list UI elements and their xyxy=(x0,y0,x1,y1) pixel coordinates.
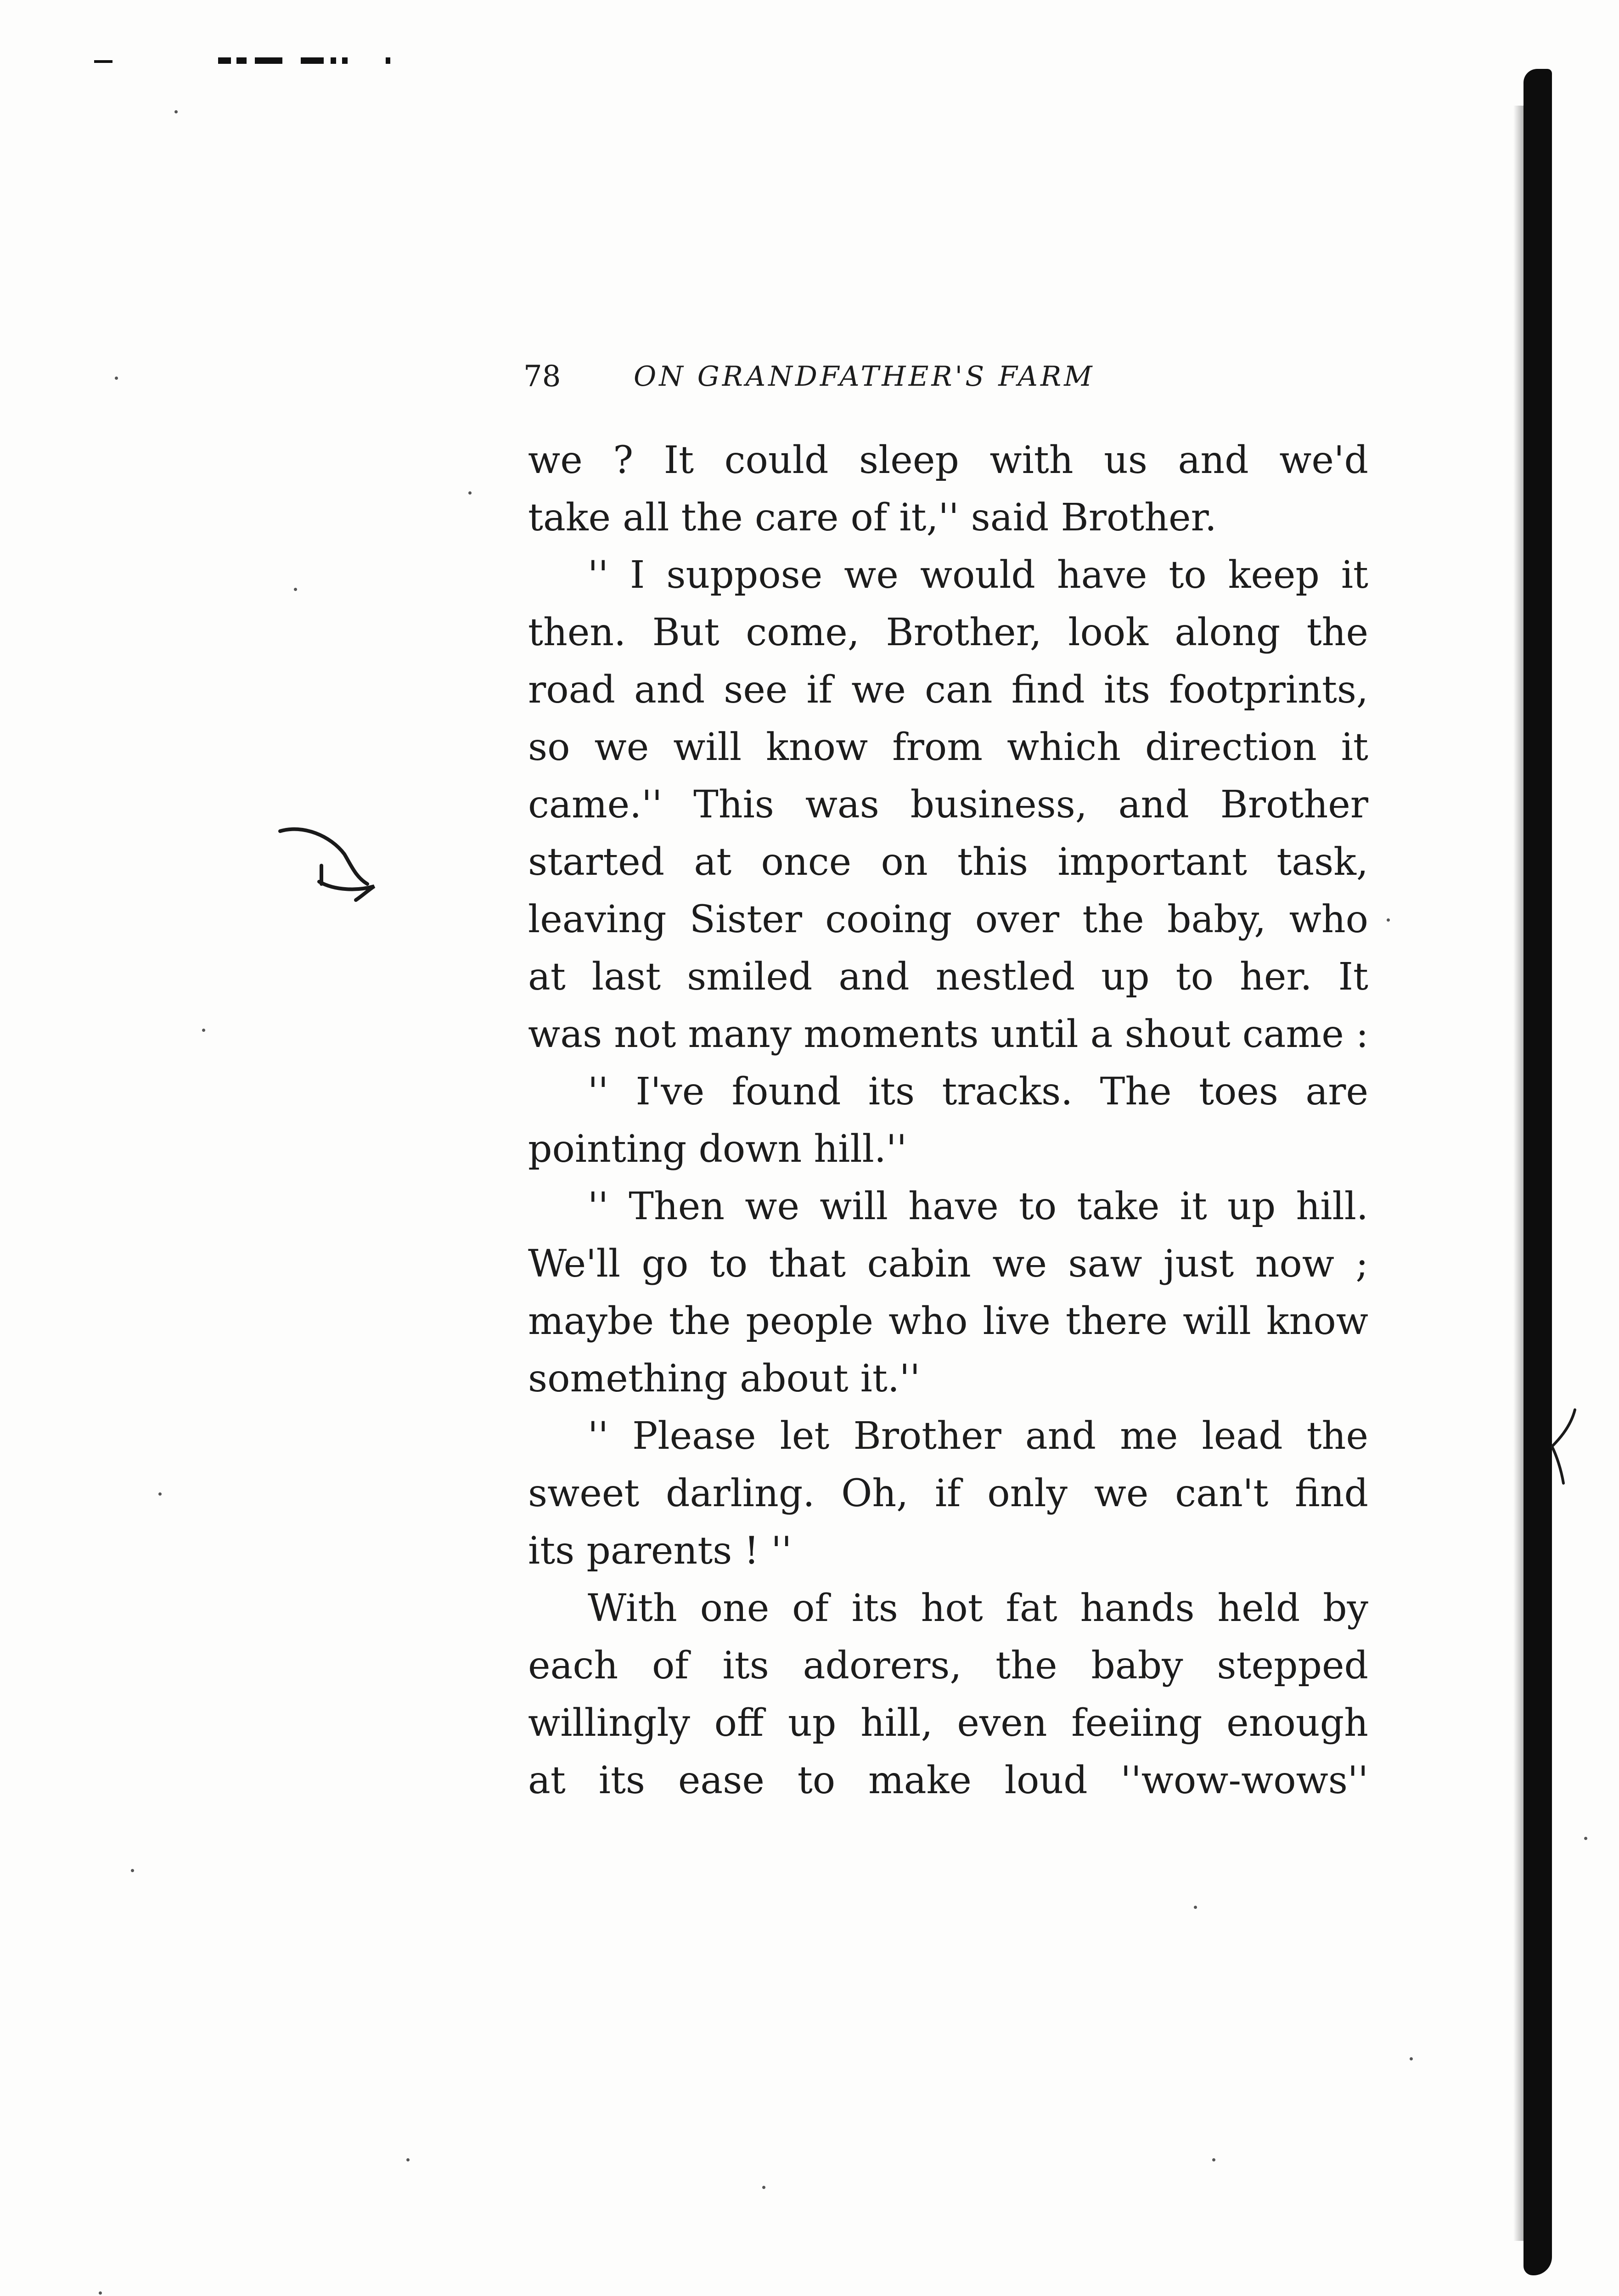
dust-speck xyxy=(1410,2057,1413,2060)
page-edge-binding xyxy=(1523,69,1552,2275)
body-text xyxy=(528,432,1368,1809)
dust-speck xyxy=(158,1492,162,1496)
dust-speck xyxy=(406,2158,410,2161)
dust-speck xyxy=(202,1029,205,1032)
dust-speck xyxy=(1194,1906,1197,1909)
text-line: then. But come, Brother, look along the xyxy=(528,611,1368,654)
text-line: '' Then we will have to take it up hill. xyxy=(588,1185,1368,1228)
text-line: came.'' This was business, and Brother xyxy=(528,783,1368,827)
text-line: maybe the people who live there will know xyxy=(528,1300,1368,1343)
text-line: was not many moments until a shout came : xyxy=(528,1013,1369,1056)
dust-speck xyxy=(99,2291,102,2295)
dust-speck xyxy=(131,1869,134,1872)
dust-speck xyxy=(468,491,472,495)
scan-artifact-marks xyxy=(94,57,406,66)
dust-speck xyxy=(294,588,297,591)
dust-speck xyxy=(1212,2158,1215,2161)
text-line: at last smiled and nestled up to her. It xyxy=(528,955,1368,999)
text-line: we ? It could sleep with us and we'd xyxy=(528,439,1368,482)
text-line: its parents ! '' xyxy=(528,1529,792,1573)
text-line: We'll go to that cabin we saw just now ; xyxy=(528,1242,1368,1286)
text-line: pointing down hill.'' xyxy=(528,1127,907,1171)
hand-drawn-arrow-mark-icon xyxy=(275,822,386,905)
page-number: 78 xyxy=(523,360,561,394)
text-line: each of its adorers, the baby stepped xyxy=(528,1644,1368,1688)
dust-speck xyxy=(1387,918,1390,922)
text-line: started at once on this important task, xyxy=(528,840,1368,884)
text-line: willingly off up hill, even feeiing enough xyxy=(528,1701,1368,1745)
text-line: '' Please let Brother and me lead the xyxy=(588,1414,1368,1458)
dust-speck xyxy=(115,377,118,380)
running-title: ON GRANDFATHER'S FARM xyxy=(634,360,1095,393)
running-head xyxy=(523,356,1258,397)
text-line: '' I suppose we would have to keep it xyxy=(588,553,1368,597)
text-line: sweet darling. Oh, if only we can't find xyxy=(528,1472,1368,1515)
text-line: With one of its hot fat hands held by xyxy=(588,1587,1368,1630)
text-line: at its ease to make loud ''wow-wows'' xyxy=(528,1759,1368,1802)
text-line: something about it.'' xyxy=(528,1357,920,1401)
dust-speck xyxy=(762,2186,765,2189)
dust-speck xyxy=(174,110,178,113)
text-line: take all the care of it,'' said Brother. xyxy=(528,496,1217,540)
dust-speck xyxy=(1584,1837,1587,1840)
text-line: '' I've found its tracks. The toes are xyxy=(588,1070,1368,1114)
text-line: road and see if we can find its footprints, xyxy=(528,668,1368,712)
text-line: so we will know from which direction it xyxy=(528,726,1368,769)
pencil-tick-mark-icon xyxy=(1543,1405,1580,1488)
text-line: leaving Sister cooing over the baby, who xyxy=(528,898,1368,941)
